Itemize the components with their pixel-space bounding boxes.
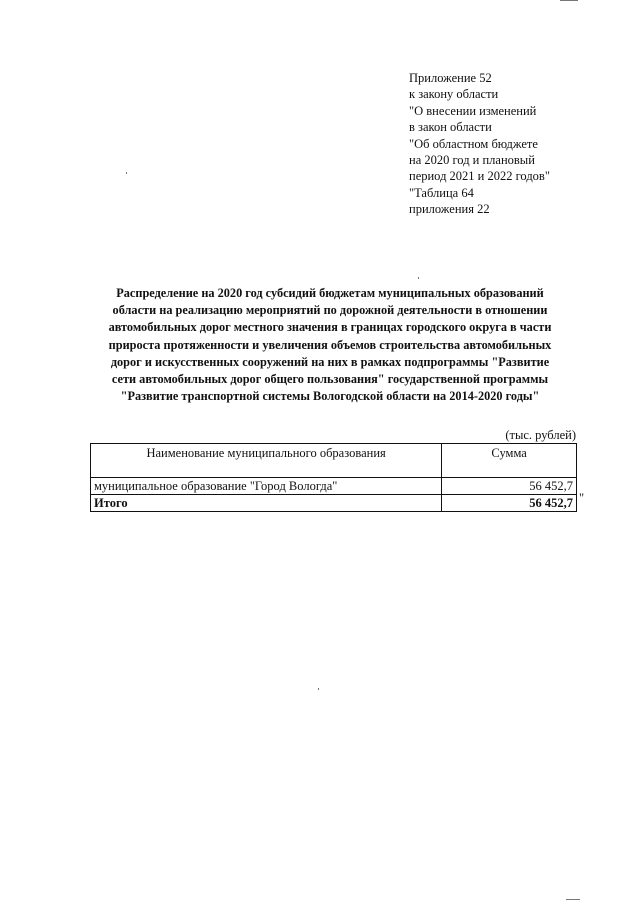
appendix-line: "О внесении изменений xyxy=(409,103,537,118)
title-line: "Развитие транспортной системы Вологодской области на 2014-2020 годы" xyxy=(120,389,540,404)
subsidy-table xyxy=(90,443,577,512)
scan-speck xyxy=(126,172,127,174)
title-line: дорог и искусственных сооружений на них в рамках подпрограммы "Развитие xyxy=(110,354,550,369)
scan-speck xyxy=(318,688,319,690)
appendix-line: в закон области xyxy=(409,120,492,135)
appendix-line: Приложение 52 xyxy=(409,71,492,85)
appendix-line: "Таблица 64 xyxy=(409,185,474,200)
title-line: прироста протяженности и увеличения объемов строительства автомобильных xyxy=(108,337,552,352)
appendix-line: период 2021 и 2022 годов" xyxy=(409,169,550,184)
total-row xyxy=(91,495,577,512)
cell-sum: 56 452,7 xyxy=(442,478,577,495)
scan-speck xyxy=(560,0,578,1)
closing-quote-mark: " xyxy=(579,491,585,505)
header-sum: Сумма xyxy=(442,444,577,478)
appendix-line: к закону области xyxy=(409,87,499,102)
appendix-line: "Об областном бюджете xyxy=(409,136,538,151)
units-label: (тыс. рублей) xyxy=(505,428,576,442)
table-row xyxy=(91,478,577,495)
scan-speck xyxy=(566,899,580,900)
appendix-line: на 2020 год и плановый xyxy=(409,153,535,168)
title-line: автомобильных дорог местного значения в границах городского округа в части xyxy=(108,320,552,335)
document-title xyxy=(80,285,580,405)
title-line: Распределение на 2020 год субсидий бюджетам муниципальных образований xyxy=(116,286,544,300)
total-label: Итого xyxy=(91,495,442,512)
title-line: сети автомобильных дорог общего пользования" государственной программы xyxy=(111,372,549,387)
appendix-line: приложения 22 xyxy=(409,202,490,217)
total-sum: 56 452,7 xyxy=(442,495,577,512)
appendix-note xyxy=(409,70,629,218)
header-municipality: Наименование муниципального образования xyxy=(91,444,442,478)
title-line: области на реализацию мероприятий по дорожной деятельности в отношении xyxy=(112,303,548,318)
table-header-row xyxy=(91,444,577,478)
cell-municipality: муниципальное образование "Город Вологда" xyxy=(91,478,442,495)
scan-speck xyxy=(418,277,419,279)
